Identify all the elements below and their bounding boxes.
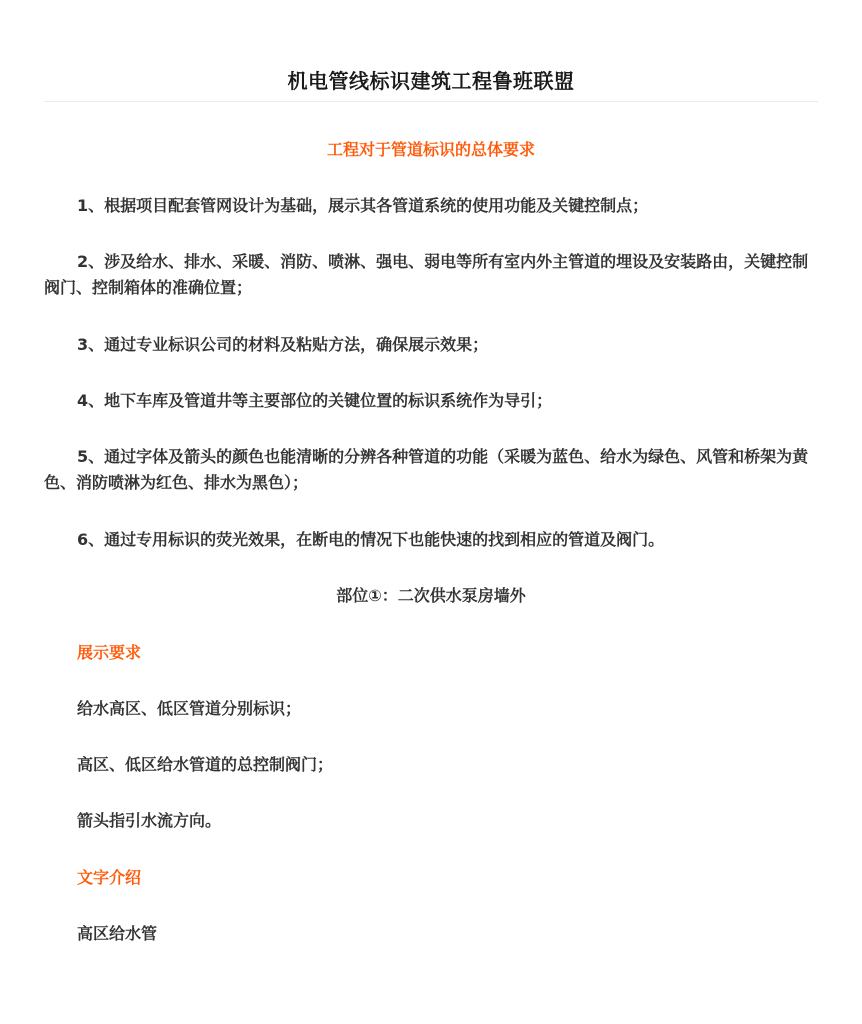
title-divider [44, 101, 818, 102]
requirement-item: 2、涉及给水、排水、采暖、消防、喷淋、强电、弱电等所有室内外主管道的埋设及安装路由，关键控制阀门、控制箱体的准确位置； [44, 252, 809, 297]
display-item: 箭头指引水流方向。 [77, 811, 222, 830]
requirement-item: 5、通过字体及箭头的颜色也能清晰的分辨各种管道的功能（采暖为蓝色、给水为绿色、风管和桥架为黄色、消防喷淋为红色、排水为黑色）； [44, 447, 809, 492]
requirement-item: 6、通过专用标识的荧光效果，在断电的情况下也能快速的找到相应的管道及阀门。 [77, 530, 665, 549]
text-intro-label: 文字介绍 [77, 868, 142, 887]
requirement-item: 4、地下车库及管道井等主要部位的关键位置的标识系统作为导引； [77, 391, 553, 410]
location-heading: 部位①：二次供水泵房墙外 [336, 586, 526, 605]
display-requirements-label: 展示要求 [77, 643, 142, 662]
requirement-item: 1、根据项目配套管网设计为基础，展示其各管道系统的使用功能及关键控制点； [77, 196, 649, 215]
text-intro-item: 高区给水管 [77, 924, 158, 943]
display-item: 高区、低区给水管道的总控制阀门； [77, 755, 334, 774]
section-heading: 工程对于管道标识的总体要求 [326, 140, 535, 159]
requirement-item: 3、通过专业标识公司的材料及粘贴方法，确保展示效果； [77, 335, 489, 354]
article-title: 机电管线标识建筑工程鲁班联盟 [287, 69, 575, 93]
display-item: 给水高区、低区管道分别标识； [77, 699, 302, 718]
